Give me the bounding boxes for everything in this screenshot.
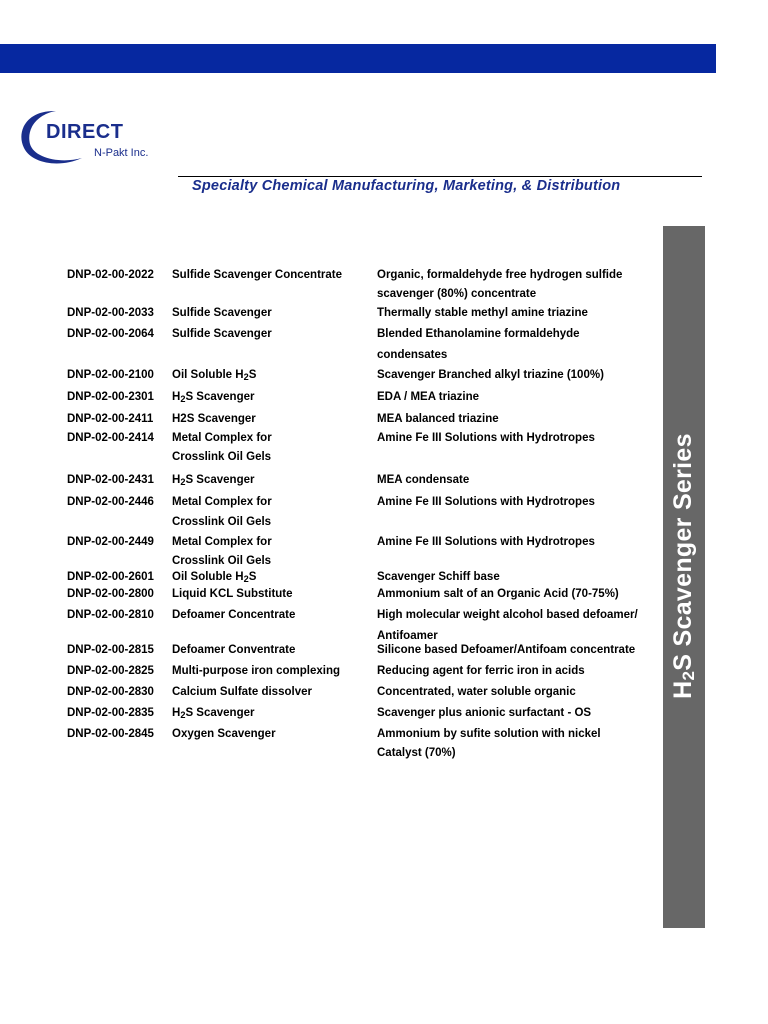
- product-name-text: H: [172, 707, 181, 719]
- product-description: Ammonium salt of an Organic Acid (70-75%): [377, 588, 619, 600]
- side-title-post: S Scavenger Series: [669, 433, 697, 671]
- product-description: Silicone based Defoamer/Antifoam concentrate: [377, 644, 636, 656]
- product-name: [172, 535, 272, 549]
- product-description: Amine Fe III Solutions with Hydrotropes: [377, 496, 595, 508]
- product-description: Thermally stable methyl amine triazine: [377, 307, 588, 319]
- product-name-subscript: 2: [180, 394, 186, 404]
- product-name: [172, 268, 342, 282]
- product-code: DNP-02-00-2449: [67, 536, 154, 548]
- side-title-pre: H: [669, 680, 697, 699]
- svg-text:DIRECT: DIRECT: [46, 121, 124, 143]
- product-name-text: Calcium Sulfate dissolver: [172, 686, 312, 698]
- product-name: [172, 554, 271, 568]
- product-name: [172, 587, 293, 601]
- product-name-subscript: 2: [180, 710, 186, 720]
- product-name-text: Oil Soluble H: [172, 571, 244, 583]
- side-title-sub: 2: [679, 670, 698, 681]
- product-name-text: Sulfide Scavenger: [172, 307, 272, 319]
- product-name-text: Crosslink Oil Gels: [172, 451, 272, 463]
- product-name-text: H2S Scavenger: [172, 413, 256, 425]
- product-name: [172, 473, 254, 489]
- product-description: Ammonium by sufite solution with nickel: [377, 728, 601, 740]
- product-code: DNP-02-00-2022: [67, 269, 154, 281]
- product-code: DNP-02-00-2825: [67, 665, 154, 677]
- product-code: DNP-02-00-2411: [67, 413, 154, 425]
- product-name-subscript: 2: [243, 372, 249, 382]
- product-name-text: Metal Complex for: [172, 496, 272, 508]
- product-description: scavenger (80%) concentrate: [377, 288, 537, 300]
- product-name: [172, 450, 271, 464]
- product-name-subscript: 2: [180, 477, 186, 487]
- product-name-suffix: S Scavenger: [185, 707, 255, 719]
- product-description: Amine Fe III Solutions with Hydrotropes: [377, 536, 595, 548]
- tagline: Specialty Chemical Manufacturing, Marketing, & Distribution: [192, 178, 621, 194]
- product-name-text: Defoamer Conventrate: [172, 644, 296, 656]
- product-description: Scavenger plus anionic surfactant - OS: [377, 707, 592, 719]
- product-description: Amine Fe III Solutions with Hydrotropes: [377, 432, 595, 444]
- product-name: [172, 306, 272, 320]
- product-name-suffix: S Scavenger: [185, 391, 255, 403]
- product-description: Antifoamer: [377, 630, 438, 642]
- product-code: DNP-02-00-2830: [67, 686, 154, 698]
- product-code: DNP-02-00-2810: [67, 609, 154, 621]
- logo-swoosh-icon: [16, 108, 206, 170]
- product-code: DNP-02-00-2431: [67, 474, 154, 486]
- product-description: EDA / MEA triazine: [377, 391, 480, 403]
- svg-text:N-Pakt Inc.: N-Pakt Inc.: [94, 147, 149, 159]
- product-name: [172, 643, 295, 657]
- product-name: [172, 495, 272, 509]
- product-code: DNP-02-00-2845: [67, 728, 154, 740]
- product-description: Scavenger Schiff base: [377, 571, 500, 583]
- product-name-text: Oxygen Scavenger: [172, 728, 276, 740]
- product-name: [172, 515, 271, 529]
- product-name: [172, 368, 256, 384]
- product-description: Concentrated, water soluble organic: [377, 686, 576, 698]
- product-description: High molecular weight alcohol based defoamer/: [377, 609, 638, 621]
- product-description: MEA condensate: [377, 474, 470, 486]
- product-name-suffix: S: [248, 571, 257, 583]
- tagline-rule: [178, 176, 702, 177]
- product-code: DNP-02-00-2301: [67, 391, 154, 403]
- product-name-text: Sulfide Scavenger Concentrate: [172, 269, 342, 281]
- product-name: [172, 685, 312, 699]
- product-name-text: Metal Complex for: [172, 536, 272, 548]
- product-name-suffix: S: [248, 369, 257, 381]
- product-name-text: Crosslink Oil Gels: [172, 516, 272, 528]
- product-name-text: Defoamer Concentrate: [172, 609, 296, 621]
- product-name: [172, 431, 272, 445]
- product-code: DNP-02-00-2800: [67, 588, 154, 600]
- product-description: condensates: [377, 349, 448, 361]
- product-description: Organic, formaldehyde free hydrogen sulfide: [377, 269, 623, 281]
- product-code: DNP-02-00-2100: [67, 369, 154, 381]
- product-code: DNP-02-00-2414: [67, 432, 154, 444]
- product-name: [172, 727, 276, 741]
- product-name-suffix: S Scavenger: [185, 474, 255, 486]
- product-code: DNP-02-00-2064: [67, 328, 154, 340]
- product-name: [172, 664, 340, 678]
- product-name-text: Oil Soluble H: [172, 369, 244, 381]
- product-name-text: Crosslink Oil Gels: [172, 555, 272, 567]
- product-name: [172, 412, 256, 426]
- product-name: [172, 706, 254, 722]
- product-name: [172, 608, 295, 622]
- product-description: Reducing agent for ferric iron in acids: [377, 665, 585, 677]
- side-title: [669, 433, 699, 699]
- company-logo: [16, 108, 206, 170]
- product-name-text: H: [172, 391, 181, 403]
- product-name-text: H: [172, 474, 181, 486]
- product-name: [172, 570, 256, 586]
- product-name: [172, 327, 272, 341]
- product-description: Blended Ethanolamine formaldehyde: [377, 328, 580, 340]
- product-code: DNP-02-00-2033: [67, 307, 154, 319]
- product-name-subscript: 2: [243, 574, 249, 584]
- product-name-text: Multi-purpose iron complexing: [172, 665, 341, 677]
- product-code: DNP-02-00-2815: [67, 644, 154, 656]
- product-name-text: Metal Complex for: [172, 432, 272, 444]
- product-description: Scavenger Branched alkyl triazine (100%): [377, 369, 604, 381]
- product-code: DNP-02-00-2601: [67, 571, 154, 583]
- product-code: DNP-02-00-2835: [67, 707, 154, 719]
- product-code: DNP-02-00-2446: [67, 496, 154, 508]
- product-description: MEA balanced triazine: [377, 413, 499, 425]
- product-description: Catalyst (70%): [377, 747, 456, 759]
- product-name-text: Liquid KCL Substitute: [172, 588, 293, 600]
- top-banner: [0, 44, 716, 73]
- product-name-text: Sulfide Scavenger: [172, 328, 272, 340]
- product-name: [172, 390, 254, 406]
